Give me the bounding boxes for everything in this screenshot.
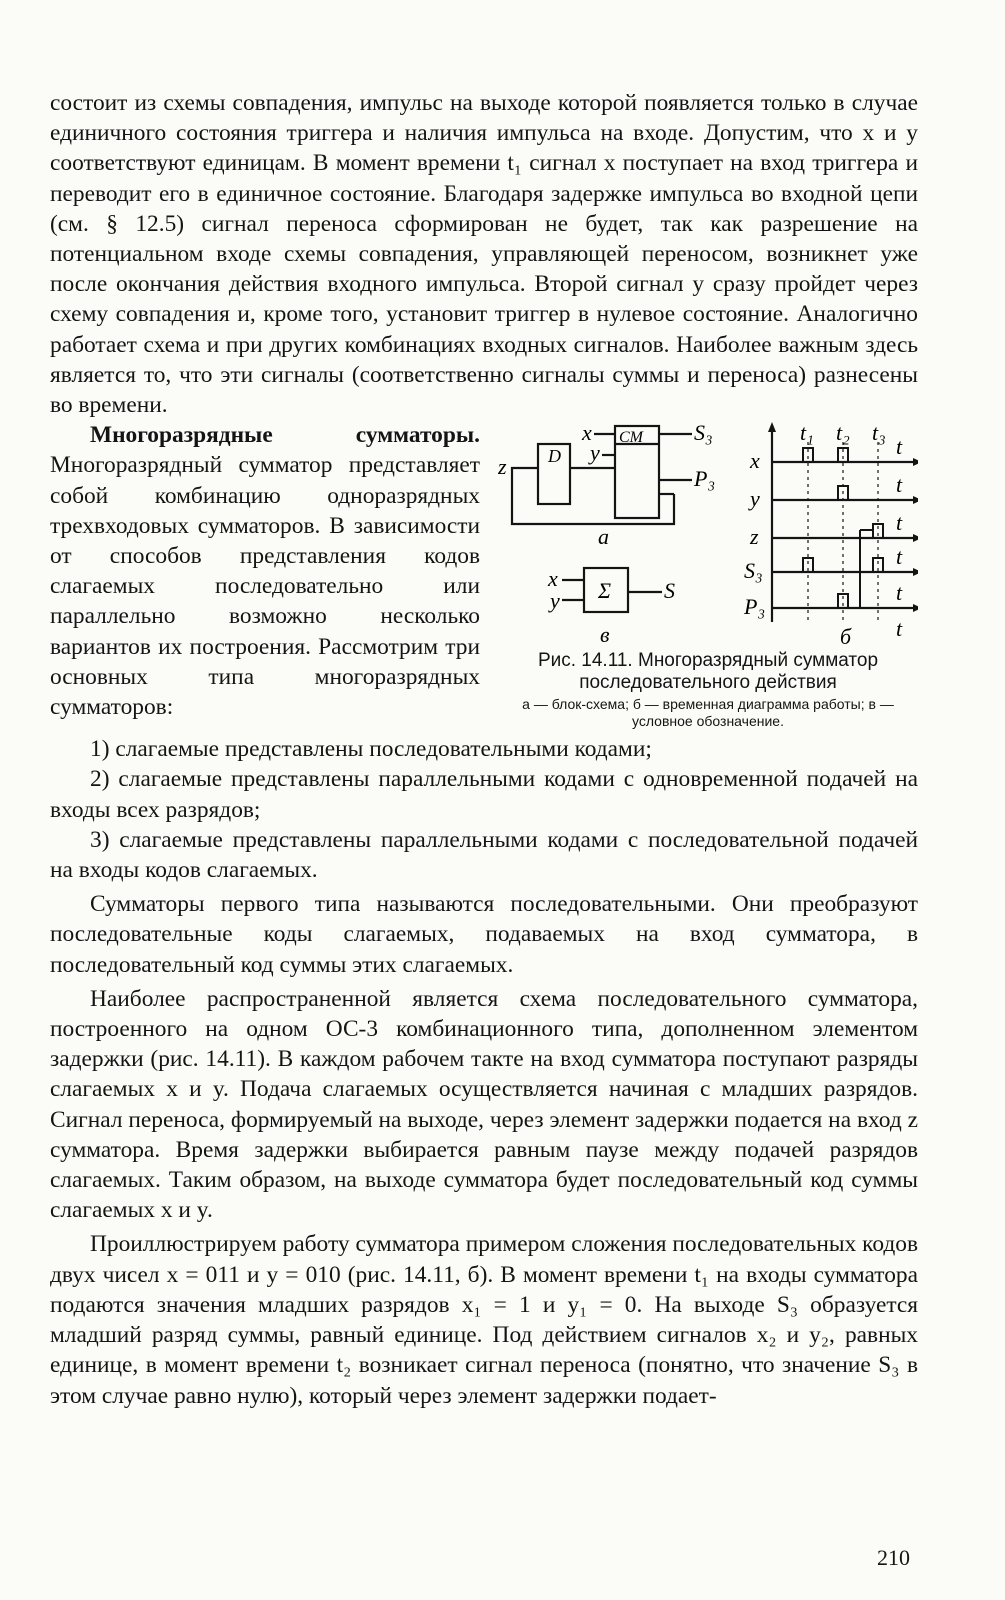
label-cm: CM bbox=[619, 429, 643, 447]
paragraph: Сумматоры первого типа называются последовательными. Они преобразуют последовательные коды слагаемых, подаваемых на вход сумматора, в последовательный код суммы этих слагаемых. bbox=[50, 891, 918, 978]
axis-t3: t bbox=[896, 510, 903, 536]
label-sigma: Σ bbox=[598, 578, 612, 604]
axis-t2: t bbox=[896, 472, 903, 498]
timing-x: x bbox=[750, 448, 760, 474]
caption-legend: а — блок-схема; б — временная диаграмма работы; в — условное обозначение. bbox=[522, 696, 894, 730]
label-v: в bbox=[600, 622, 610, 648]
list-item: 1) слагаемые представлены последовательными кодами; bbox=[90, 736, 652, 763]
label-z: z bbox=[498, 454, 507, 480]
axis-t5: t bbox=[896, 580, 903, 606]
timing-y: y bbox=[750, 486, 760, 512]
label-t1: t₁ bbox=[800, 422, 814, 446]
label-y: y bbox=[590, 440, 600, 466]
figure-14-11 bbox=[498, 422, 918, 730]
section-text: Многоразрядный сумматор представляет собой комбинацию одноразрядных трехвходовых сумматоров. В зависимости от способов представления кодов слагаемых последовательно или параллельно возможно несколько вариантов их построения. Рассмотрим три основных типа многоразрядных сумматоров: bbox=[50, 452, 480, 721]
label-x2: x bbox=[548, 566, 558, 592]
label-x: x bbox=[582, 422, 592, 446]
timing-p3: P₃ bbox=[744, 594, 766, 620]
paragraph-intro: состоит из схемы совпадения, импульс на выходе которой появляется только в случае единичного состояния триггера и наличия импульса на входе. Допустим, что x и y соответствуют единицам. В момент времени t₁ сигнал x поступает на вход триггера и переводит его в единичное состояние. Благодаря задержке импульса во входной цепи (см. § 12.5) сигнал переноса сформирован не будет, так как разрешение на потенциальном входе схемы совпадения, управляющей переносом, возникнет уже после окончания действия входного импульса. Второй сигнал y сразу пройдет через схему совпадения и, кроме того, установит триггер в нулевое состояние. Аналогично работает схема и при других комбинациях входных сигналов. Наиболее важным здесь является то, что эти сигналы (соответственно сигналы суммы и переноса) разнесены во времени. bbox=[50, 90, 918, 419]
figure-diagram bbox=[498, 422, 918, 650]
adder-types-list bbox=[50, 734, 918, 885]
paragraph: Проиллюстрируем работу сумматора примером сложения последовательных кодов двух чисел x = 011 и y = 010 (рис. 14.11, б). В момент времени t₁ на входы сумматора подаются значения младших разрядов x₁ = 1 и y₁ = 0. На выходе S₃ образуется младший разряд суммы, равный единице. Под действием сигналов x₂ и y₂, равных единице, в момент времени t₂ возникает сигнал переноса (понятно, что значение S₃ в этом случае равно нулю), который через элемент задержки подает- bbox=[50, 1231, 918, 1409]
page-body bbox=[50, 88, 918, 1411]
figure-caption bbox=[498, 650, 918, 730]
axis-t6: t bbox=[896, 616, 903, 642]
paragraph: Наиболее распространенной является схема последовательного сумматора, построенного на одном ОС-3 комбинационного типа, дополненном элементом задержки (рис. 14.11). В каждом рабочем такте на вход сумматора поступают разряды слагаемых x и y. Подача слагаемых осуществляется начиная с младших разрядов. Сигнал переноса, формируемый на выходе, через элемент задержки подается на вход z сумматора. Время задержки выбирается равным паузе между подачей разрядов слагаемых. Таким образом, на выходе сумматора будет последовательный код суммы слагаемых x и y. bbox=[50, 985, 918, 1224]
list-item: 2) слагаемые представлены параллельными кодами с одновременной подачей на входы всех разрядов; bbox=[50, 766, 918, 823]
label-y2: y bbox=[550, 588, 560, 614]
label-p3: P₃ bbox=[694, 466, 716, 492]
section-heading: Многоразрядные сумматоры. bbox=[90, 422, 480, 449]
label-s: S bbox=[664, 578, 675, 604]
timing-z: z bbox=[750, 524, 759, 550]
label-t2: t₂ bbox=[836, 422, 850, 446]
label-s3: S₃ bbox=[694, 422, 713, 446]
caption-title: Рис. 14.11. Многоразрядный сумматор последовательного действия bbox=[537, 650, 879, 694]
label-t3: t₃ bbox=[872, 422, 886, 446]
list-item: 3) слагаемые представлены параллельными кодами с последовательной подачей на входы кодов слагаемых. bbox=[50, 826, 918, 884]
label-b: б bbox=[840, 624, 852, 650]
axis-t4: t bbox=[896, 544, 903, 570]
page-number: 210 bbox=[877, 1545, 910, 1570]
label-d: D bbox=[548, 446, 561, 467]
label-a: а bbox=[598, 524, 609, 550]
axis-t1: t bbox=[896, 434, 903, 460]
timing-s3: S₃ bbox=[744, 558, 763, 584]
